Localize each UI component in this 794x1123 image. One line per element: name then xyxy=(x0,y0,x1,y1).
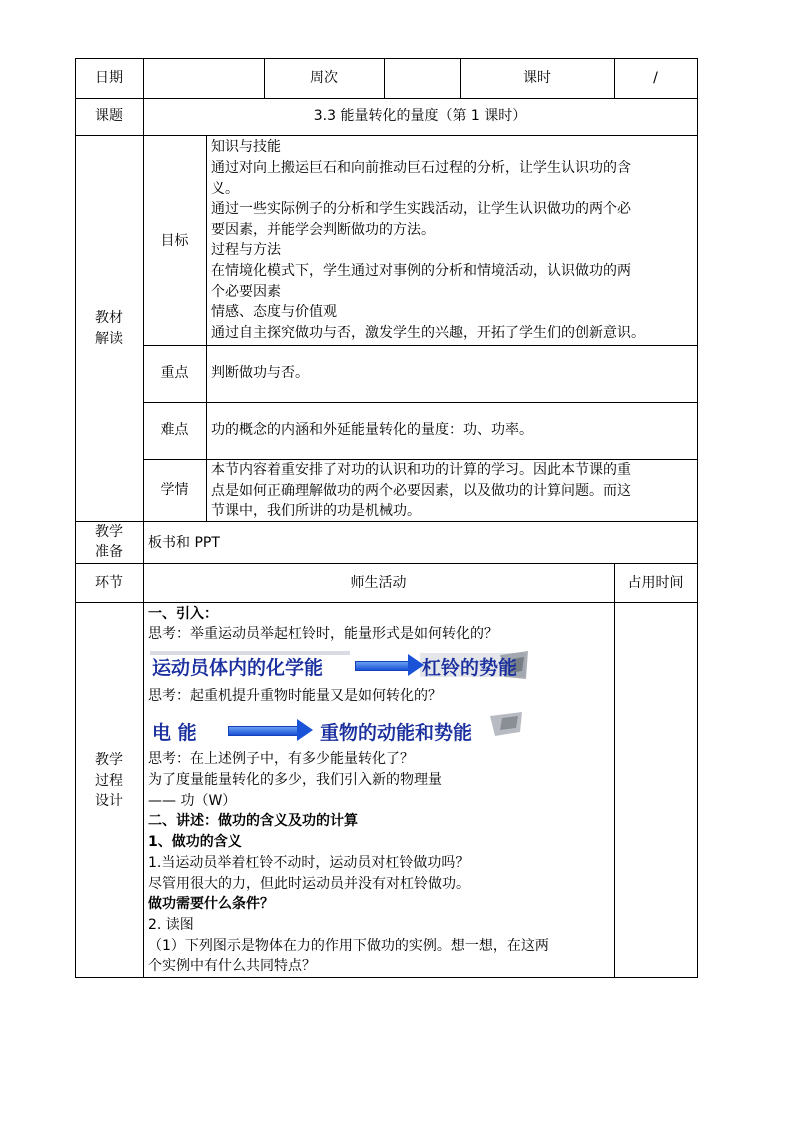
process-line-7: 尽管用很大的力，但此时运动员并没有对杠铃做功。 xyxy=(148,876,470,892)
table-rule xyxy=(75,563,698,564)
lecture-heading: 二、讲述：做功的含义及功的计算 xyxy=(148,813,358,829)
goals-line: 义。 xyxy=(211,181,239,197)
intro-heading: 一、引入： xyxy=(148,606,218,622)
goals-line: 通过对向上搬运巨石和向前推动巨石过程的分析，让学生认识功的含 xyxy=(211,160,631,176)
week-label: 周次 xyxy=(310,70,338,86)
prep-value: 板书和 PPT xyxy=(148,535,220,551)
activity-header: 师生活动 xyxy=(350,575,407,591)
process-line-6: 1.当运动员举着杠铃不动时，运动员对杠铃做功吗？ xyxy=(148,855,470,871)
period-value: / xyxy=(653,70,658,86)
material-label-line2: 解读 xyxy=(95,331,123,347)
learner-line: 本节内容着重安排了对功的认识和功的计算的学习。因此本节课的重 xyxy=(211,462,631,478)
table-rule xyxy=(384,58,385,99)
process-label-line2: 过程 xyxy=(95,773,123,789)
difficulty-label: 难点 xyxy=(160,422,189,438)
topic-label: 课题 xyxy=(95,108,123,124)
question-1: 思考：举重运动员举起杠铃时，能量形式是如何转化的？ xyxy=(148,626,498,642)
right-arrow-icon xyxy=(355,658,425,672)
period-label: 课时 xyxy=(523,70,551,86)
table-rule xyxy=(614,563,615,978)
goals-label: 目标 xyxy=(160,233,189,249)
energy-banner-1 xyxy=(150,649,530,681)
process-line-10: 个实例中有什么共同特点？ xyxy=(148,958,316,974)
process-line-4: 为了度量能量转化的多少，我们引入新的物理量 xyxy=(148,772,442,788)
learner-label: 学情 xyxy=(160,482,189,498)
question-2: 思考：起重机提升重物时能量又是如何转化的？ xyxy=(148,688,442,704)
time-header: 占用时间 xyxy=(627,575,684,591)
energy-banner-2 xyxy=(150,712,525,746)
goals-line: 知识与技能 xyxy=(211,139,281,155)
goals-line: 通过自主探究做功与否，激发学生的兴趣，开拓了学生们的创新意识。 xyxy=(211,325,645,341)
process-label-line3: 设计 xyxy=(95,793,123,809)
table-rule xyxy=(75,135,698,136)
prep-label-line2: 准备 xyxy=(95,544,123,560)
learner-line: 点是如何正确理解做功的两个必要因素，以及做功的计算问题。而这 xyxy=(211,483,631,499)
topic-value: 3.3 能量转化的量度（第 1 课时） xyxy=(313,108,527,124)
banner2-left-text: 电 能 xyxy=(152,722,197,744)
goals-line: 情感、态度与价值观 xyxy=(211,304,337,320)
goals-line: 在情境化模式下，学生通过对事例的分析和情境活动，认识做功的两 xyxy=(211,263,631,279)
process-label-line1: 教学 xyxy=(95,752,123,768)
table-rule xyxy=(75,602,698,603)
banner2-right-text: 重物的动能和势能 xyxy=(320,722,473,744)
right-arrow-icon xyxy=(228,723,314,737)
condition-heading: 做功需要什么条件？ xyxy=(148,896,274,912)
phase-header: 环节 xyxy=(95,575,123,591)
goals-line: 个必要因素 xyxy=(211,284,281,300)
prep-label-line1: 教学 xyxy=(95,524,123,540)
table-rule xyxy=(75,521,698,522)
goals-line: 通过一些实际例子的分析和学生实践活动，让学生认识做功的两个必 xyxy=(211,201,631,217)
date-label: 日期 xyxy=(95,70,123,86)
key-value: 判断做功与否。 xyxy=(211,365,309,381)
table-rule xyxy=(143,58,144,978)
table-border-bottom xyxy=(75,977,698,978)
table-border-top xyxy=(75,58,698,59)
learner-line: 节课中，我们所讲的功是机械功。 xyxy=(211,503,421,519)
goals-line: 要因素，并能学会判断做功的方法。 xyxy=(211,222,435,238)
table-border-right xyxy=(697,58,698,978)
banner1-left-text: 运动员体内的化学能 xyxy=(152,657,324,679)
subsection-1-heading: 1、做功的含义 xyxy=(148,834,242,850)
question-3: 思考：在上述例子中，有多少能量转化了？ xyxy=(148,751,414,767)
process-line-9: （1）下列图示是物体在力的作用下做功的实例。想一想，在这两 xyxy=(148,938,549,954)
key-label: 重点 xyxy=(160,365,189,381)
table-rule xyxy=(75,98,698,99)
banner1-right-text: 杠铃的势能 xyxy=(422,657,518,679)
goals-line: 过程与方法 xyxy=(211,242,281,258)
process-line-5: —— 功（W） xyxy=(148,793,237,809)
table-rule xyxy=(143,345,698,346)
table-rule xyxy=(143,402,698,403)
table-rule xyxy=(206,135,207,522)
difficulty-value: 功的概念的内涵和外延能量转化的量度：功、功率。 xyxy=(211,422,533,438)
table-border-left xyxy=(75,58,76,978)
process-line-8: 2. 读图 xyxy=(148,917,194,933)
material-label-line1: 教材 xyxy=(95,310,123,326)
